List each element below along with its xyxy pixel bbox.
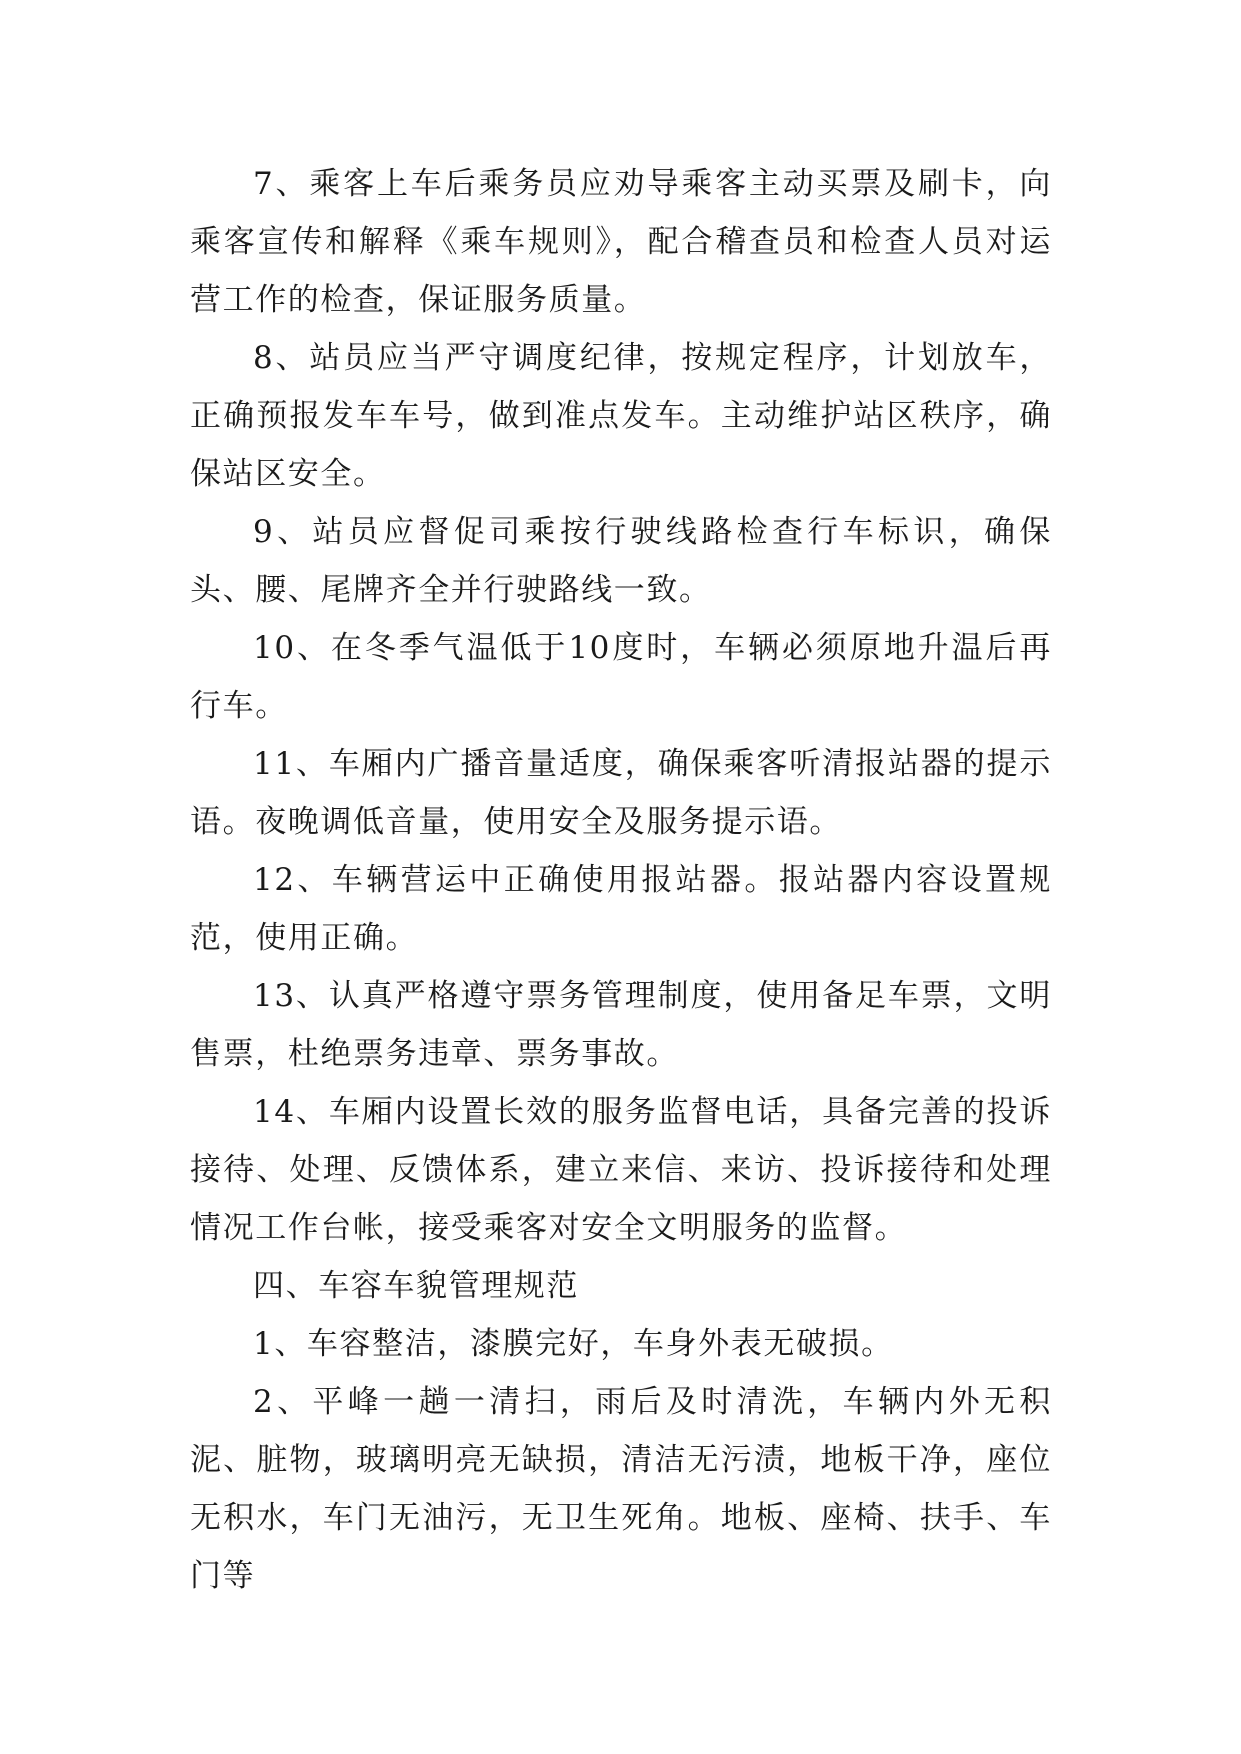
paragraph-item-12: 12、车辆营运中正确使用报站器。报站器内容设置规范，使用正确。 — [190, 862, 1052, 956]
paragraph-item-1: 1、车容整洁，漆膜完好，车身外表无破损。 — [253, 1326, 894, 1362]
document-body — [190, 155, 1052, 1605]
paragraph-item-10: 10、在冬季气温低于10度时，车辆必须原地升温后再行车。 — [190, 630, 1052, 724]
paragraph-item-2: 2、平峰一趟一清扫，雨后及时清洗，车辆内外无积泥、脏物，玻璃明亮无缺损，清洁无污渍，地板干净，座位无积水，车门无油污，无卫生死角。地板、座椅、扶手、车门等 — [190, 1384, 1052, 1594]
paragraph-item-9: 9、站员应督促司乘按行驶线路检查行车标识，确保头、腰、尾牌齐全并行驶路线一致。 — [190, 514, 1052, 608]
paragraph-item-13: 13、认真严格遵守票务管理制度，使用备足车票，文明售票，杜绝票务违章、票务事故。 — [190, 978, 1052, 1072]
section-heading-4: 四、车容车貌管理规范 — [253, 1268, 579, 1304]
paragraph-item-14: 14、车厢内设置长效的服务监督电话，具备完善的投诉接待、处理、反馈体系，建立来信、来访、投诉接待和处理情况工作台帐，接受乘客对安全文明服务的监督。 — [190, 1094, 1052, 1246]
paragraph-item-8: 8、站员应当严守调度纪律，按规定程序，计划放车，正确预报发车车号，做到准点发车。主动维护站区秩序，确保站区安全。 — [190, 340, 1052, 492]
paragraph-item-7: 7、乘客上车后乘务员应劝导乘客主动买票及刷卡，向乘客宣传和解释《乘车规则》，配合稽查员和检查人员对运营工作的检查，保证服务质量。 — [190, 166, 1052, 318]
paragraph-item-11: 11、车厢内广播音量适度，确保乘客听清报站器的提示语。夜晚调低音量，使用安全及服务提示语。 — [190, 746, 1052, 840]
